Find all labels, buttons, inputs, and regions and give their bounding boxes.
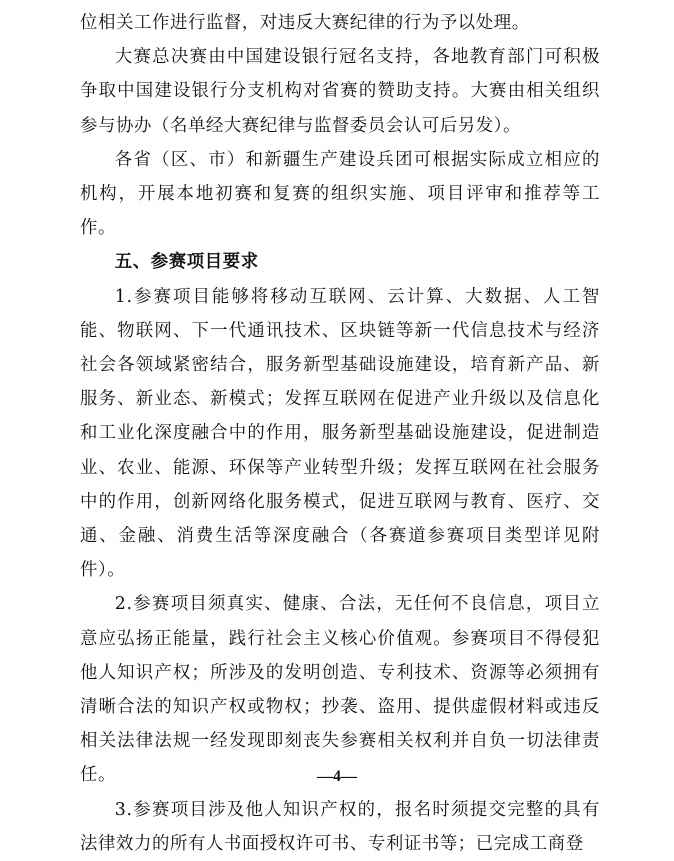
section-heading-project-requirements: 五、参赛项目要求: [114, 252, 259, 273]
paragraph-requirement-3: 3.参赛项目涉及他人知识产权的，报名时须提交完整的具有法律效力的所有人书面授权许可书、专利证书等；已完成工商登: [80, 799, 600, 854]
paragraph-sponsorship: 大赛总决赛由中国建设银行冠名支持，各地教育部门可积极争取中国建设银行分支机构对省赛的赞助支持。大赛由相关组织参与协办（名单经大赛纪律与监督委员会认可后另发）。: [80, 47, 600, 136]
paragraph-requirement-2: 2.参赛项目须真实、健康、合法，无任何不良信息，项目立意应弘扬正能量，践行社会主义核心价值观。参赛项目不得侵犯他人知识产权；所涉及的发明创造、专利技术、资源等必须拥有清晰合法的知识产权或物权；抄袭、盗用、提供虚假材料或违反相关法律法规一经发现即刻丧失参赛相关权利并自负一切法律责任。: [80, 594, 600, 786]
document-page: [80, 6, 600, 861]
paragraph-requirement-1: 1.参赛项目能够将移动互联网、云计算、大数据、人工智能、物联网、下一代通讯技术、区块链等新一代信息技术与经济社会各领域紧密结合，服务新型基础设施建设，培育新产品、新服务、新业态、新模式；发挥互联网在促进产业升级以及信息化和工业化深度融合中的作用，服务新型基础设施建设，促进制造业、农业、能源、环保等产业转型升级；发挥互联网在社会服务中的作用，创新网络化服务模式，促进互联网与教育、医疗、交通、金融、消费生活等深度融合（各赛道参赛项目类型详见附件）。: [80, 286, 600, 581]
paragraph-continuation: 位相关工作进行监督，对违反大赛纪律的行为予以处理。: [80, 13, 530, 33]
paragraph-provincial-organization: 各省（区、市）和新疆生产建设兵团可根据实际成立相应的机构，开展本地初赛和复赛的组织实施、项目评审和推荐等工作。: [80, 149, 600, 239]
page-number: —4—: [317, 768, 357, 785]
